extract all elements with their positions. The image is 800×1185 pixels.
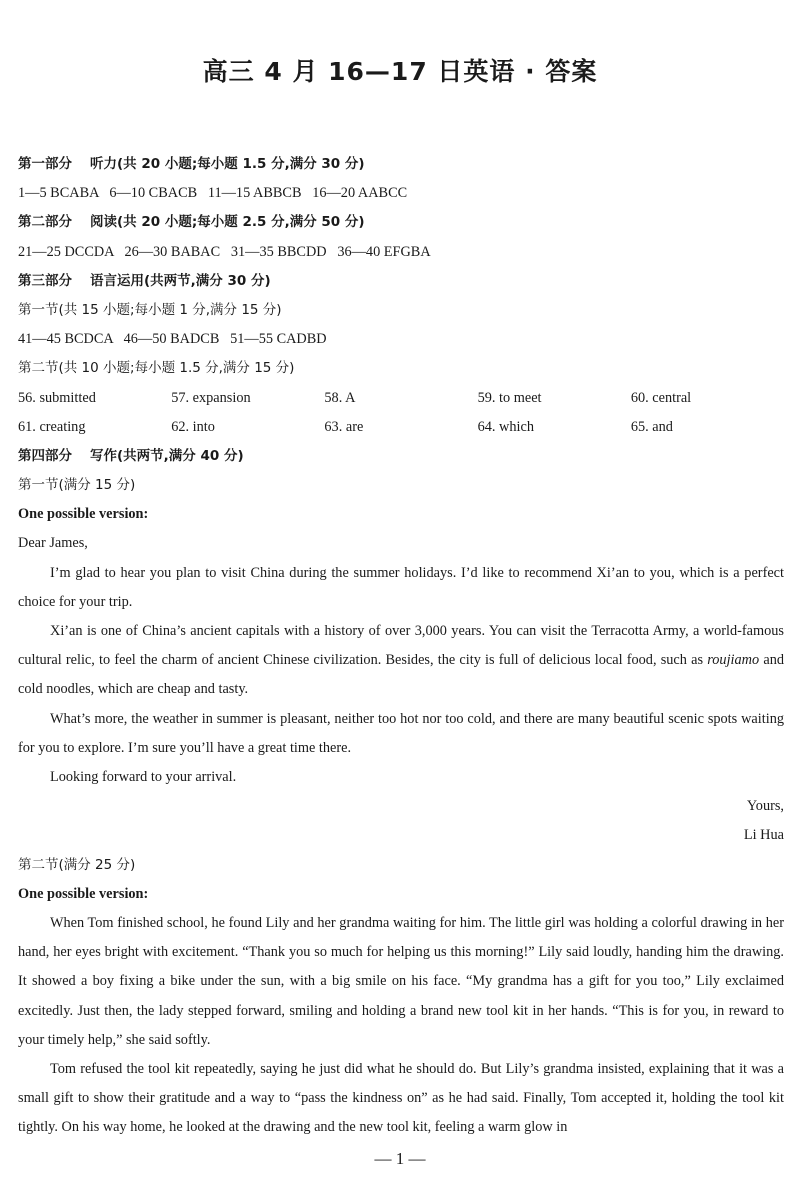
letter-paragraph-3: What’s more, the weather in summer is pleasant, neither too hot nor too cold, and there are many beautiful scenic spots waiting for you to explore. I’m sure you’ll have a great time there.: [18, 710, 784, 756]
answer-59: 59. to meet: [477, 389, 542, 406]
part2-label: 第二部分: [18, 214, 72, 231]
letter-closing: Yours,: [746, 798, 784, 815]
letter-signature: Li Hua: [743, 827, 784, 844]
part1-label: 第一部分: [18, 156, 72, 172]
part3-label: 第三部分: [18, 272, 72, 289]
part2-title: 阅读(共 20 小题;每小题 2.5 分,满分 50 分): [90, 214, 365, 231]
letter-p2-italic: roujiamo: [707, 652, 760, 669]
fill-blank-row-2: [18, 413, 784, 442]
page-number: — 1 —: [374, 1149, 426, 1168]
part1-heading: [18, 150, 784, 179]
answer-65: 65. and: [630, 418, 673, 435]
part3-section1-answers: 41—45 BCDCA 46—50 BADCB 51—55 CADBD: [18, 331, 327, 348]
part4-section2-heading: 第二节(满分 25 分): [18, 856, 136, 873]
answer-63: 63. are: [324, 418, 364, 435]
part4-title: 写作(共两节,满分 40 分): [90, 447, 244, 464]
part2-answers: 21—25 DCCDA 26—30 BABAC 31—35 BBCDD 36—40 EFGBA: [18, 243, 431, 260]
letter-p2-end: and cold noodles, which are cheap and tasty.: [18, 652, 784, 698]
answer-60: 60. central: [630, 389, 692, 406]
answer-64: 64. which: [477, 418, 534, 435]
answer-56: 56. submitted: [18, 389, 96, 406]
part1-answers: 1—5 BCABA 6—10 CBACB 11—15 ABBCB 16—20 AABCC: [18, 185, 408, 202]
answer-58: 58. A: [324, 389, 356, 406]
fill-blank-row-1: [18, 384, 784, 413]
page-title: 高三 4 月 16—17 日英语 · 答案: [202, 57, 598, 86]
part3-title: 语言运用(共两节,满分 30 分): [90, 272, 271, 289]
part3-section2-heading: 第二节(共 10 小题;每小题 1.5 分,满分 15 分): [18, 360, 295, 377]
answer-61: 61. creating: [18, 418, 86, 435]
letter-paragraph-2: [18, 617, 784, 705]
part3-section1-heading: 第一节(共 15 小题;每小题 1 分,满分 15 分): [18, 301, 282, 318]
part4-section1-heading: 第一节(满分 15 分): [18, 477, 136, 494]
part4-heading: [18, 442, 784, 471]
part2-heading: [18, 208, 784, 237]
answer-62: 62. into: [171, 418, 215, 435]
version-label-1: One possible version:: [18, 506, 149, 523]
part4-label: 第四部分: [18, 447, 72, 464]
part3-heading: [18, 267, 784, 296]
story-paragraph-1: When Tom finished school, he found Lily and her grandma waiting for him. The little girl was holding a colorful drawing in her hand, her eyes bright with excitement. “Thank you so much for helping us this morning!” Lily said loudly, handing him the drawing. It showed a boy fixing a bike under the sun, with a big smile on his face. “My grandma has a gift for you too,” Lily exclaimed excitedly. Just then, the lady stepped forward, smiling and holding a brand new tool kit in her hands. “This is for you, in reward to your timely help,” she said softly.: [18, 915, 784, 1048]
answer-57: 57. expansion: [171, 389, 251, 406]
letter-paragraph-1: I’m glad to hear you plan to visit China during the summer holidays. I’d like to recommend Xi’an to you, which is a perfect choice for your trip.: [18, 564, 784, 610]
version-label-2: One possible version:: [18, 885, 149, 902]
letter-paragraph-4: Looking forward to your arrival.: [50, 769, 237, 786]
part1-title: 听力(共 20 小题;每小题 1.5 分,满分 30 分): [90, 156, 365, 172]
letter-p2-start: Xi’an is one of China’s ancient capitals with a history of over 3,000 years. You can visit the Terracotta Army, a world-famous cultural relic, to feel the charm of ancient Chinese civilization. Besides, the city is full of delicious local food, such as: [18, 623, 784, 669]
answer-content: [18, 150, 784, 1143]
letter-greeting: Dear James,: [18, 535, 88, 552]
story-paragraph-2: Tom refused the tool kit repeatedly, saying he just did what he should do. But Lily’s grandma insisted, explaining that it was a small gift to show their gratitude and a way to “pass the kindness on” as he had said. Finally, Tom accepted it, holding the tool kit tightly. On his way home, he looked at the drawing and the new tool kit, feeling a warm glow in: [18, 1061, 784, 1136]
